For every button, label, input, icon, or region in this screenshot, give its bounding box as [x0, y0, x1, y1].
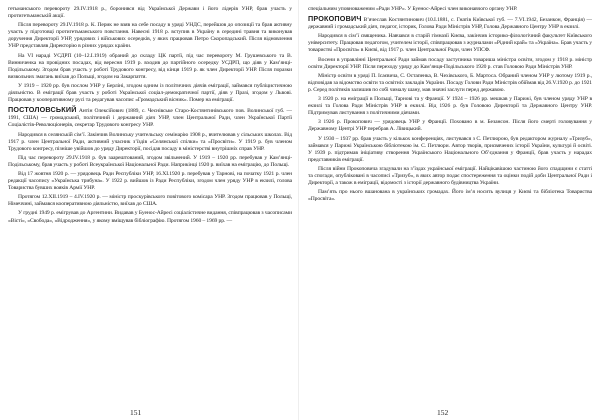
- paragraph: Від 17 жовтня 1920 р. — урядовець Ради Республіки УНР, 16.XI.1920 р. перебував у Тарнові, на початку 1921 р. член редакції часопису «Українська трибуна». У 1922 р. вийшов із Ради Республіки, згодом член уряду УНР в екзилі, голова Товариства бувших вояків Армії УНР.: [8, 170, 292, 192]
- paragraph: У грудні 1949 р. емігрував до Аргентини. Видавав у Буенос-Айресі соціалістичне видання, співпрацював з часописами «Вісті», «Свобода», «Відродження», у якому вміщував бібліографію. Протягом 1960 – 1969 рр. —: [8, 210, 292, 224]
- paragraph: спеціальним уповноваженим «Ради УНР». У Буенос-Айресі член виконавчого органу УНР.: [308, 6, 518, 12]
- paragraph: Після війни Прокоповича згадували на з’їздах української еміграції. Найцікавішою частиною його спадщини є статті та спогади, опубліковані в часописі «Тризуб», в яких автор подає спостереження та оцінки подій доби Центральної Ради і Директорії, а також в еміграції, відомості з історії державного будівництва України.: [308, 165, 592, 187]
- paragraph: З 1926 р. Прокопович — урядовець УНР у Франції. Поховано в м. Безансон. Після його смерті головування у Державному Центрі УНР перебрав А. Лівицький.: [308, 119, 592, 133]
- left-column: [8, 6, 292, 402]
- paragraph: Пам’ять про нього вшанована в українських громадах. Його ім’я носить вулиця у Києві та бібліотека Товариства «Просвіта».: [308, 189, 592, 203]
- biography-entry: [8, 106, 292, 129]
- paragraph: З 1920 р. на еміграції в Польщі, Тарнові та у Франції. У 1924 – 1926 рр. мешкав у Парижі, був членом уряду УНР в екзилі та Голова Ради Міністрів УНР в екзилі. Від 1926 р. був Головою Директорії та Державного Центру УНР. Підтримував листування з політичними діячами.: [308, 96, 592, 117]
- paragraph: Протягом 12.XII.1919 – 4.IV.1920 р. — міністр проскурівського повітового комісара УНР. Згодом працював у Польщі, Німеччині, займався кооперативною діяльністю, виїхав до США.: [8, 194, 292, 208]
- entry-headword: ПРОКОПОВИЧ: [308, 14, 362, 24]
- paragraph: гетьманського перевороту 29.IV.1918 р., боронився від Української Держави і його лідерів УНР, брав участь у протигетьманській акції.: [8, 6, 292, 20]
- right-column: [308, 6, 592, 402]
- paragraph: Міністр освіти в уряді П. Ісаєвича, С. Остапенка, В. Чехівського, Б. Мартоса. Обраний членом УНР у лютому 1919 р., відповідав за відомство освіти та освітніх закладів України. Посаду Голови Ради Міністрів обіймав від 26.V.1920 р. до 1921 р. Серед політиків залишив по собі чималу шану, мав значні заслуги перед державою.: [308, 72, 592, 93]
- gutter: [298, 0, 299, 420]
- page-number-right: 152: [437, 408, 449, 417]
- page-number-left: 151: [130, 408, 142, 417]
- paragraph: У 1930 – 1937 рр. брав участь у кількох конференціях, листувався з С. Петлюрою, був редактором журналу «Тризуб», займався у Парижі Українською бібліотекою ім. С. Петлюри. Автор творів, присвячених історії України, культурі й освіті. У 1939 р. підтримав ініціативу створення Українського Національного Об’єднання у Франції, брав участь у нарадах представників еміграції.: [308, 135, 592, 163]
- entry-text: В’ячеслав Костянтинович (10.I.1881, с. Гнатів Київської губ. — 7.VI.1942, Безанкон, Франція) — державний і громадський діяч, педагог, історик, Голова Ради Міністрів УНР, Голова Державного Центру УНР в екзилі.: [308, 17, 592, 31]
- paragraph: У 1919 – 1920 рр. був послом УНР у Берліні, згодом одним із політичних діячів еміграції, займався публіцистичною діяльністю. В еміграції брав участь у роботі Української соціал-демократичної партії, діяв у Празі, згодом у Львові. Працював у кооперативному русі та редагував часопис «Громадський вісник». Помер на еміграції.: [8, 82, 292, 104]
- entry-text: Антін Олексійович (1889, с. Чеснівське Старо-Костянтинівського пов. Волинської губ. — 1991, США) — громадський, політичний і державний діяч УНР, член Центральної Ради, член Української Партії Соціалістів-Революціонерів, секретар Трудового конгресу УНР.: [8, 108, 292, 129]
- entry-headword: ПОСТОЛОВСЬКИЙ: [8, 105, 77, 115]
- paragraph: Після перевороту 29.IV.1918 р. К. Перик не взяв на себе посаду в уряді УНДС, перейшов до опозиції та брав активну участь у підготовці протигетьманського повстання. Навесні 1918 р. вступив в Україну в середині травня та виконував доручення Директорії УНР, урядових і військових осередків, у яких працював Петро Скоропадський. Після відновлення УНР представляв Директорію в різних урядах країни.: [8, 22, 292, 50]
- paragraph: Народився в селянській сім’ї. Закінчив Волинську учительську семінарію 1908 р., вчителював у сільських школах. Від 1917 р. член Центральної Ради, активний учасник з’їздів «Селянської спілки» та «Просвіти». У 1919 р. був членом Трудового конгресу, пізніше увійшов до уряду Директорії, посідав посаду в міністерстві внутрішніх справ УНР.: [8, 131, 292, 152]
- paragraph: Народився в сім’ї священика. Навчався в старій гімназії Києва, закінчив історико-філологічний факультет Київського університету. Працював педагогом, учителем історії, співпрацював з журналами «Рідний край» та «Україна». Брав участь у товаристві «Просвіта» в Києві, від 1917 р. член Центральної Ради, член УПСФ.: [308, 33, 592, 54]
- paragraph: Під час перевороту 29.IV.1918 р. був заарештований, згодом звільнений. У 1919 – 1920 рр. перебував у Кам’янці-Подільському, брав участь у роботі Всеукраїнської Національної Ради. Наприкінці 1920 р. виїхав на еміграцію, до Польщі.: [8, 154, 292, 168]
- biography-entry: [308, 15, 592, 31]
- paragraph: Восени в управлінні Центральної Ради займав посаду заступника товариша міністра освіти, згодом у 1918 р. міністр освіти Директорії УНР. Після переходу уряду до Кам’янця-Подільського 1920 р. став Головою Ради Міністрів УНР.: [308, 56, 592, 70]
- paragraph: На VI нараді УСДРП (10–12.I.1919) обраний до складу ЦК партії, під час перевороту М. Грушевського та В. Винниченка на провідних посадах, від вересня 1919 р. входив до партійного осередку УСДРП, що діяв у Кам’янці-Подільському. Згодом брав участь у роботі Трудового конгресу, від кінця 1919 р. як член Директорії УНР. Після поразки визвольних змагань виїхав до Польщі, згодом на Закарпаття.: [8, 52, 292, 80]
